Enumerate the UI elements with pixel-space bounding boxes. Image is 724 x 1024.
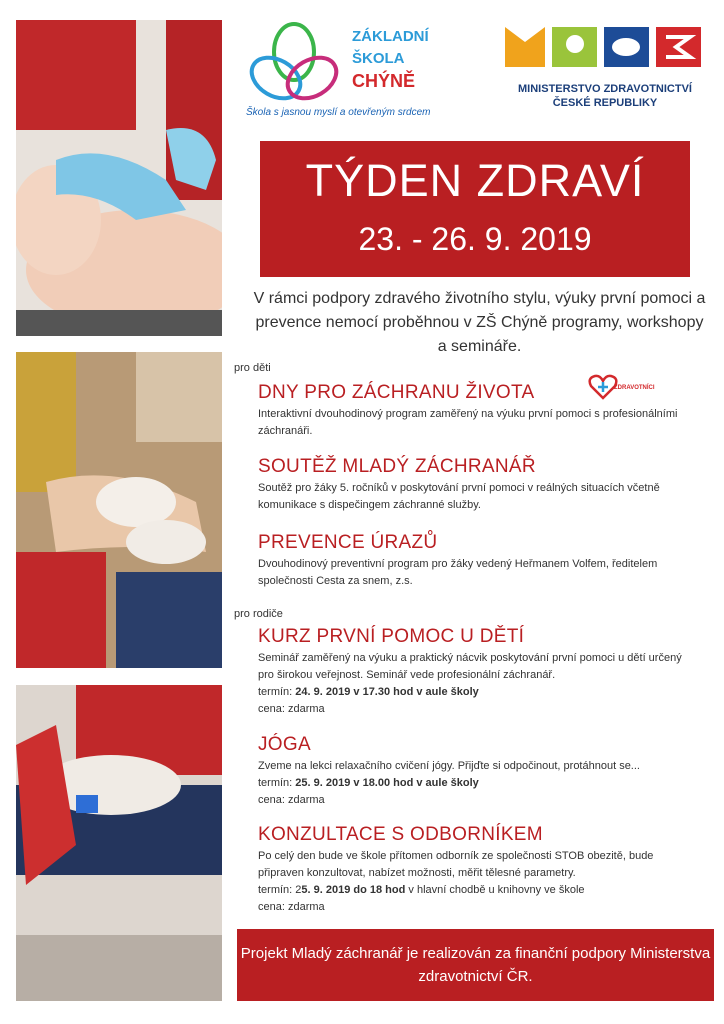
- event-item: [258, 456, 688, 514]
- event-description: Interaktivní dvouhodinový program zaměřený na výuku první pomoci s profesionálními záchranáři.: [258, 408, 678, 437]
- event-price: cena: zdarma: [258, 794, 325, 806]
- event-term-label: termín: 2: [258, 884, 302, 896]
- event-item: [258, 382, 688, 440]
- ministry-name-line1: MINISTERSTVO ZDRAVOTNICTVÍ: [518, 83, 692, 95]
- audience-children-label: pro děti: [234, 362, 271, 374]
- event-term-label: termín:: [258, 777, 296, 789]
- event-title: DNY PRO ZÁCHRANU ŽIVOTA: [258, 382, 535, 403]
- ministry-name: [500, 82, 710, 110]
- event-price: cena: zdarma: [258, 703, 325, 715]
- ministry-name-line2: ČESKÉ REPUBLIKY: [552, 97, 658, 109]
- event-term: [258, 882, 688, 899]
- event-item: [258, 532, 688, 590]
- intro-text: V rámci podpory zdravého životního stylu, výuky první pomoci a prevence nemocí proběhnou v ZŠ Chýně programy, workshopy a semináře.: [253, 290, 706, 355]
- event-description: Zveme na lekci relaxačního cvičení jógy. Přijďte si odpočinout, protáhnout se...: [258, 760, 640, 772]
- school-trinity-icon: [244, 20, 344, 110]
- school-name-line1: ZÁKLADNÍ: [352, 28, 429, 45]
- event-item: [258, 734, 688, 809]
- school-name: [352, 26, 429, 92]
- event-price: cena: zdarma: [258, 901, 325, 913]
- zdravotnici-logo-text: ZDRAVOTNÍCI: [614, 385, 655, 391]
- bandaging-photo: [16, 352, 222, 668]
- event-term-location: v hlavní chodbě u knihovny ve škole: [405, 884, 585, 896]
- page-title: TÝDEN ZDRAVÍ: [305, 155, 645, 206]
- event-title: KONZULTACE S ODBORNÍKEM: [258, 824, 543, 845]
- event-term-label: termín:: [258, 686, 296, 698]
- event-title: PREVENCE ÚRAZŮ: [258, 532, 438, 553]
- event-term: [258, 775, 688, 792]
- event-term-value: 24. 9. 2019 v 17.30 hod v aule školy: [295, 686, 479, 698]
- school-motto: Škola s jasnou myslí a otevřeným srdcem: [246, 107, 431, 118]
- event-description: Soutěž pro žáky 5. ročníků v poskytování první pomoci v reálných situacích včetně komunikace s dispečingem záchranné služby.: [258, 482, 660, 511]
- funding-footer: Projekt Mladý záchranář je realizován za finanční podpory Ministerstva zdravotnictví ČR.: [237, 929, 714, 1001]
- title-banner: [260, 141, 690, 277]
- event-description: Po celý den bude ve škole přítomen odborník ze společnosti STOB obezitě, bude připraven konzultovat, nabízet možnosti, měřit tělesné parametry.: [258, 850, 654, 879]
- audience-parents-label: pro rodiče: [234, 608, 283, 620]
- ministry-symbol-icon: [500, 22, 710, 78]
- first-aid-photo: [16, 685, 222, 1001]
- school-name-line3: CHÝNĚ: [352, 71, 416, 91]
- event-title: SOUTĚŽ MLADÝ ZÁCHRANÁŘ: [258, 456, 536, 477]
- event-term: [258, 684, 688, 701]
- school-name-line2: ŠKOLA: [352, 50, 405, 67]
- event-dates: 23. - 26. 9. 2019: [358, 221, 592, 257]
- event-item: [258, 626, 688, 718]
- event-term-value: 5. 9. 2019 do 18 hod: [301, 884, 406, 896]
- event-description: Seminář zaměřený na výuku a praktický nácvik poskytování první pomoci u dětí určený pro širokou veřejnost. Seminář vede profesionální záchranář.: [258, 652, 682, 681]
- event-item: [258, 824, 688, 916]
- event-term-value: 25. 9. 2019 v 18.00 hod v aule školy: [295, 777, 479, 789]
- event-title: JÓGA: [258, 734, 311, 755]
- event-description: Dvouhodinový preventivní program pro žáky vedený Heřmanem Volfem, ředitelem společnosti Cesta za snem, z.s.: [258, 558, 658, 587]
- cpr-training-photo: [16, 20, 222, 336]
- event-title: KURZ PRVNÍ POMOC U DĚTÍ: [258, 626, 525, 647]
